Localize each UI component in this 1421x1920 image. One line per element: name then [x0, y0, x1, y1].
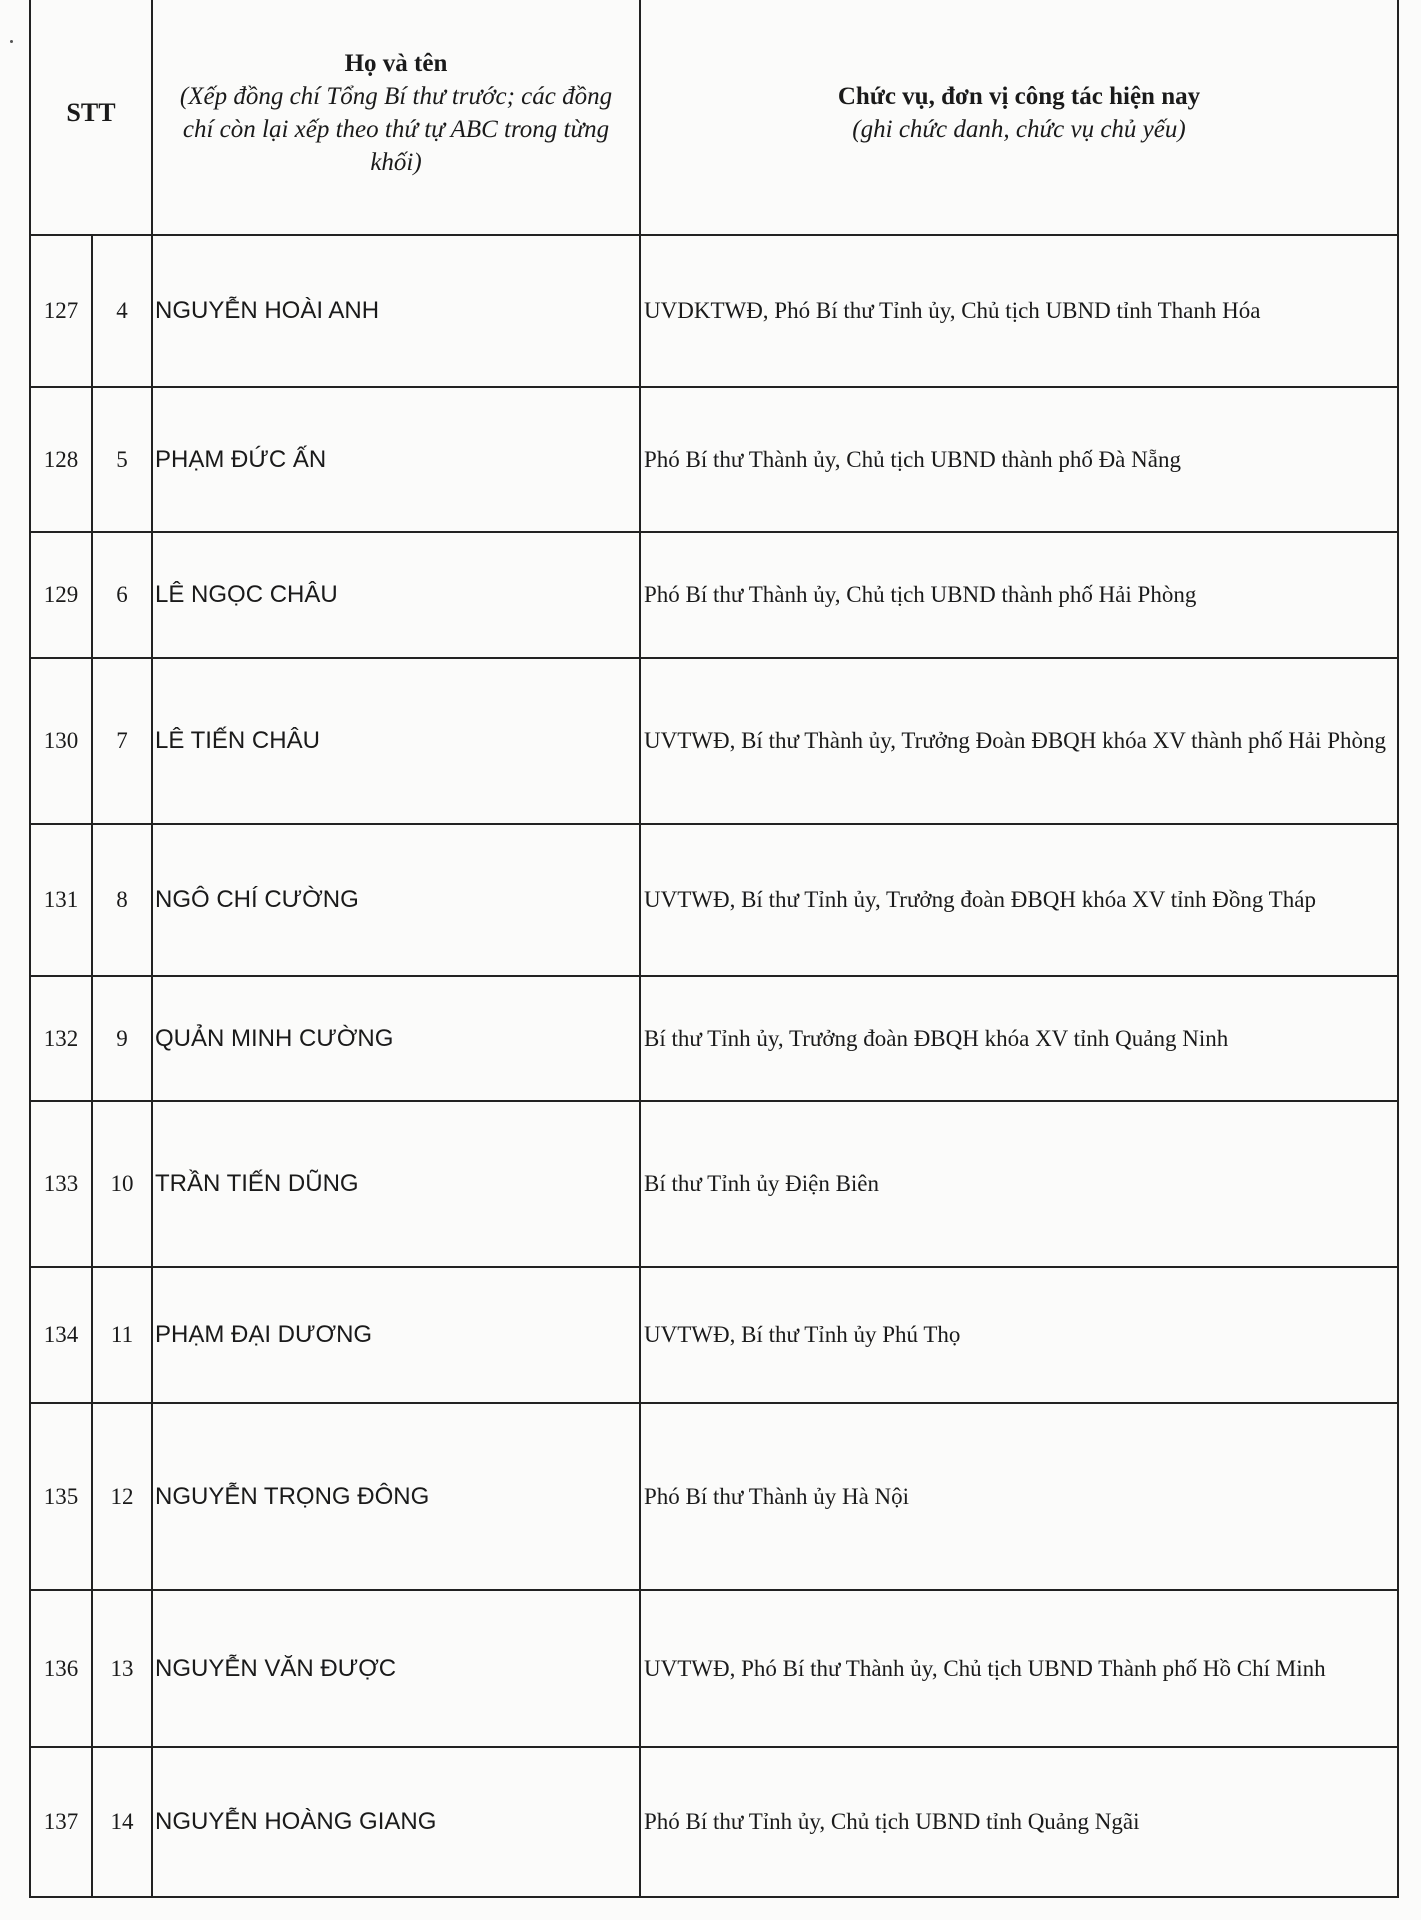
personnel-table: [29, 0, 1399, 1898]
table-row: [30, 824, 1398, 976]
row-sub-number: 4: [92, 235, 152, 387]
name-header-note: (Xếp đồng chí Tổng Bí thư trước; các đồng chí còn lại xếp theo thứ tự ABC trong từng khối): [179, 83, 613, 176]
person-role: Phó Bí thư Thành ủy Hà Nội: [640, 1403, 1398, 1590]
person-name: NGÔ CHÍ CƯỜNG: [152, 824, 640, 976]
table-row: [30, 387, 1398, 532]
row-number: 136: [30, 1590, 92, 1747]
row-number: 135: [30, 1403, 92, 1590]
person-name: QUẢN MINH CƯỜNG: [152, 976, 640, 1101]
name-header-title: Họ và tên: [344, 50, 448, 77]
table-header-row: [30, 0, 1398, 235]
row-number: 132: [30, 976, 92, 1101]
row-number: 129: [30, 532, 92, 658]
table-row: [30, 976, 1398, 1101]
row-sub-number: 12: [92, 1403, 152, 1590]
table-row: [30, 1403, 1398, 1590]
table-row: [30, 658, 1398, 824]
row-sub-number: 10: [92, 1101, 152, 1267]
person-role: Bí thư Tỉnh ủy Điện Biên: [640, 1101, 1398, 1267]
person-role: Bí thư Tỉnh ủy, Trưởng đoàn ĐBQH khóa XV tỉnh Quảng Ninh: [640, 976, 1398, 1101]
role-header-title: Chức vụ, đơn vị công tác hiện nay: [837, 83, 1201, 110]
person-name: LÊ NGỌC CHÂU: [152, 532, 640, 658]
person-role: UVTWĐ, Phó Bí thư Thành ủy, Chủ tịch UBND Thành phố Hồ Chí Minh: [640, 1590, 1398, 1747]
person-role: Phó Bí thư Thành ủy, Chủ tịch UBND thành phố Hải Phòng: [640, 532, 1398, 658]
scan-speck: [10, 40, 13, 43]
person-role: Phó Bí thư Thành ủy, Chủ tịch UBND thành phố Đà Nẵng: [640, 387, 1398, 532]
person-role: UVDKTWĐ, Phó Bí thư Tỉnh ủy, Chủ tịch UBND tỉnh Thanh Hóa: [640, 235, 1398, 387]
role-header: [640, 0, 1398, 235]
row-sub-number: 8: [92, 824, 152, 976]
row-number: 127: [30, 235, 92, 387]
person-name: PHẠM ĐỨC ẤN: [152, 387, 640, 532]
row-number: 128: [30, 387, 92, 532]
person-name: NGUYỄN VĂN ĐƯỢC: [152, 1590, 640, 1747]
row-sub-number: 5: [92, 387, 152, 532]
table-row: [30, 1747, 1398, 1897]
table-row: [30, 235, 1398, 387]
person-role: UVTWĐ, Bí thư Tỉnh ủy Phú Thọ: [640, 1267, 1398, 1403]
row-sub-number: 7: [92, 658, 152, 824]
row-number: 131: [30, 824, 92, 976]
row-sub-number: 13: [92, 1590, 152, 1747]
row-sub-number: 6: [92, 532, 152, 658]
person-name: NGUYỄN HOÀI ANH: [152, 235, 640, 387]
stt-header: STT: [30, 0, 152, 235]
person-role: UVTWĐ, Bí thư Thành ủy, Trưởng Đoàn ĐBQH khóa XV thành phố Hải Phòng: [640, 658, 1398, 824]
table-row: [30, 1267, 1398, 1403]
person-role: Phó Bí thư Tỉnh ủy, Chủ tịch UBND tỉnh Quảng Ngãi: [640, 1747, 1398, 1897]
row-number: 130: [30, 658, 92, 824]
person-name: LÊ TIẾN CHÂU: [152, 658, 640, 824]
name-header: [152, 0, 640, 235]
person-name: PHẠM ĐẠI DƯƠNG: [152, 1267, 640, 1403]
row-sub-number: 14: [92, 1747, 152, 1897]
row-number: 137: [30, 1747, 92, 1897]
person-role: UVTWĐ, Bí thư Tỉnh ủy, Trưởng đoàn ĐBQH khóa XV tỉnh Đồng Tháp: [640, 824, 1398, 976]
person-name: NGUYỄN TRỌNG ĐÔNG: [152, 1403, 640, 1590]
person-name: TRẦN TIẾN DŨNG: [152, 1101, 640, 1267]
row-sub-number: 11: [92, 1267, 152, 1403]
row-number: 133: [30, 1101, 92, 1267]
row-sub-number: 9: [92, 976, 152, 1101]
table-row: [30, 532, 1398, 658]
role-header-note: (ghi chức danh, chức vụ chủ yếu): [852, 116, 1186, 143]
table-row: [30, 1101, 1398, 1267]
row-number: 134: [30, 1267, 92, 1403]
person-name: NGUYỄN HOÀNG GIANG: [152, 1747, 640, 1897]
table-row: [30, 1590, 1398, 1747]
